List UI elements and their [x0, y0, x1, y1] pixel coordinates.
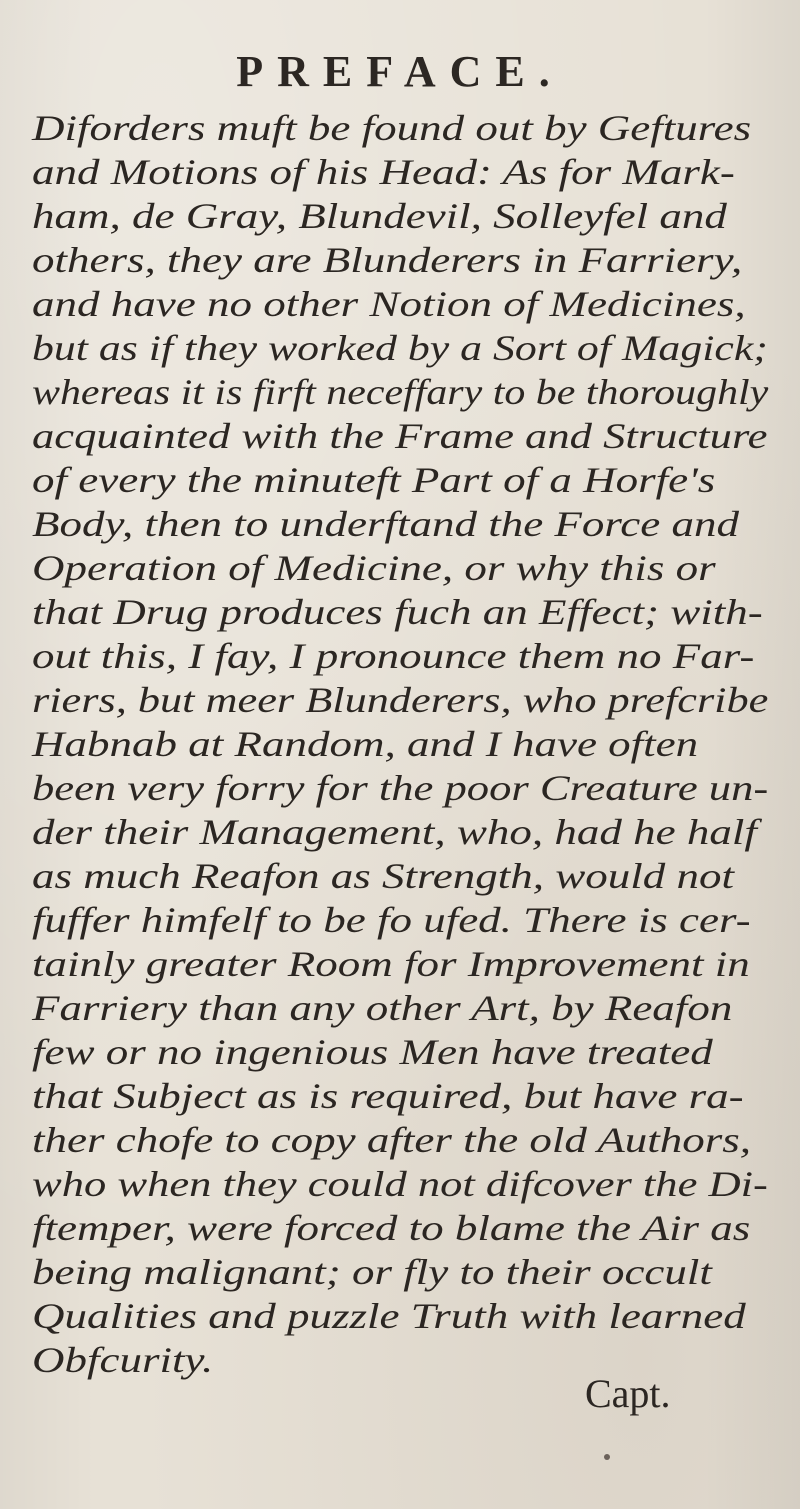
- text-line: ther chofe to copy after the old Authors,: [32, 1120, 752, 1160]
- text-line: Body, then to underftand the Force and: [32, 504, 739, 544]
- page-header: PREFACE.: [236, 47, 564, 96]
- text-line: acquainted with the Frame and Structure: [32, 416, 768, 456]
- text-line: Operation of Medicine, or why this or: [32, 548, 716, 588]
- text-line: but as if they worked by a Sort of Magick;: [32, 328, 768, 368]
- text-line: fuffer himfelf to be fo ufed. There is cer-: [32, 900, 751, 940]
- text-line: tainly greater Room for Improvement in: [32, 944, 750, 984]
- text-line: that Subject as is required, but have ra-: [32, 1076, 744, 1116]
- ink-speck: [604, 1454, 610, 1460]
- text-line: riers, but meer Blunderers, who prefcribe: [32, 680, 769, 720]
- signature: Capt.: [585, 1371, 671, 1416]
- text-line: and Motions of his Head: As for Mark-: [32, 152, 735, 192]
- text-line: as much Reafon as Strength, would not: [32, 856, 735, 896]
- text-line: Farriery than any other Art, by Reafon: [32, 988, 733, 1028]
- text-line: Diforders muft be found out by Geftures: [32, 108, 752, 148]
- text-line: whereas it is firft neceffary to be thoroughly: [32, 372, 769, 412]
- text-line: ftemper, were forced to blame the Air as: [32, 1208, 751, 1248]
- text-line: who when they could not difcover the Di-: [32, 1164, 768, 1204]
- text-line: Obfcurity.: [32, 1340, 214, 1380]
- text-line: out this, I fay, I pronounce them no Far-: [32, 636, 755, 676]
- text-line: of every the minuteft Part of a Horfe's: [32, 460, 716, 500]
- text-line: Qualities and puzzle Truth with learned: [32, 1296, 746, 1336]
- text-line: few or no ingenious Men have treated: [32, 1032, 713, 1072]
- text-line: ham, de Gray, Blundevil, Solleyfel and: [32, 196, 727, 236]
- text-line: others, they are Blunderers in Farriery,: [32, 240, 743, 280]
- text-line: Habnab at Random, and I have often: [32, 724, 699, 764]
- text-line: and have no other Notion of Medicines,: [32, 284, 746, 324]
- text-line: been very forry for the poor Creature un-: [32, 768, 769, 808]
- text-line: being malignant; or fly to their occult: [32, 1252, 712, 1292]
- text-line: that Drug produces fuch an Effect; with-: [32, 592, 763, 632]
- text-line: der their Management, who, had he half: [32, 812, 757, 852]
